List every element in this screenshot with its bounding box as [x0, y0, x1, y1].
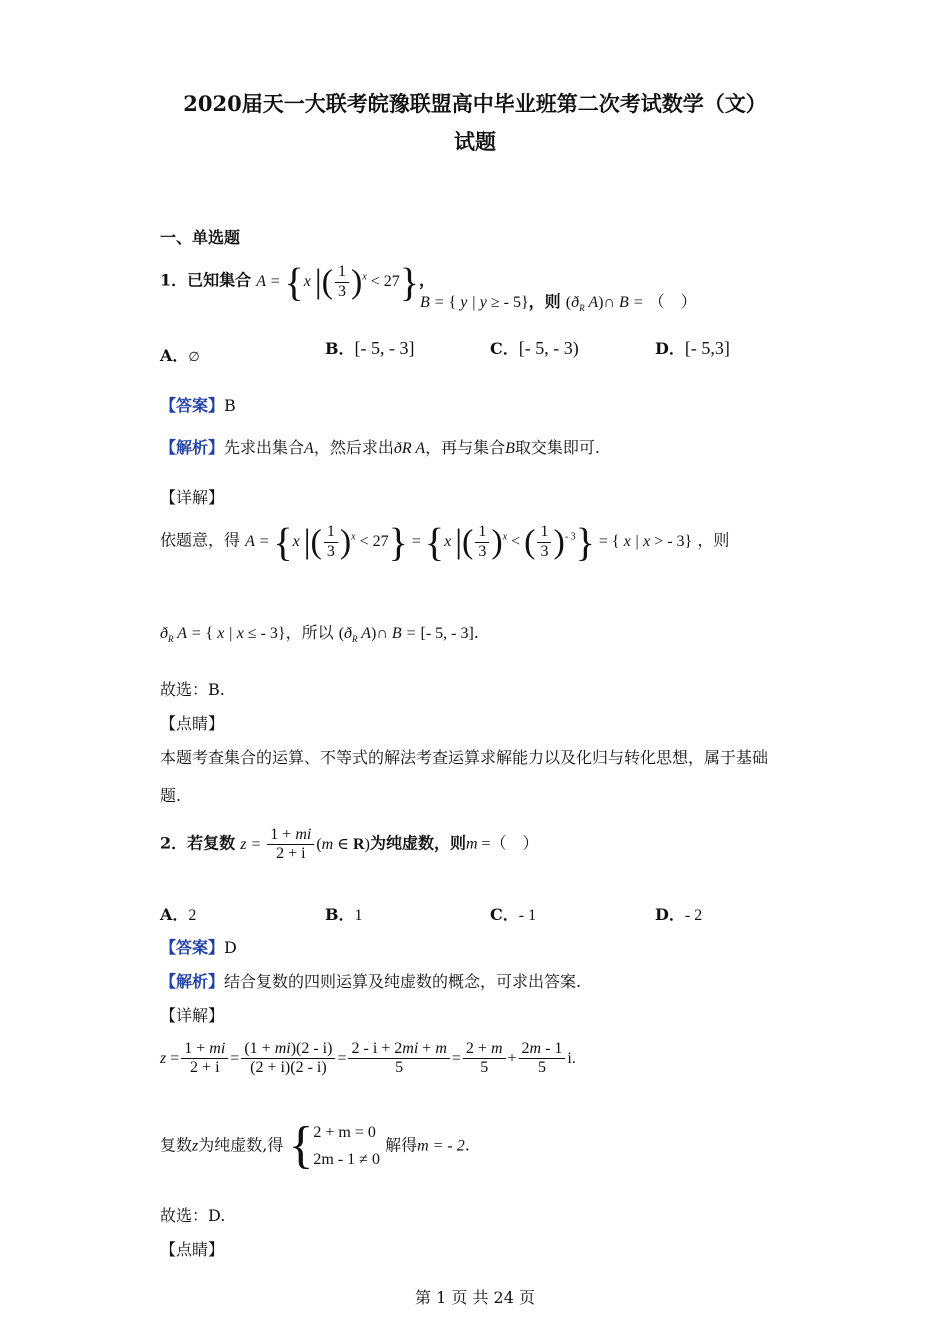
q1-step1: 依题意，得 A = {x |( $\frac{1}{3}$ )$^x$ < 27} = {x |( $\frac{1}{3}$ )$^x$ < ( $\frac{1}{3}$ )$^{- 3}$} = { x | x > - 3} ，则	[160, 519, 730, 564]
q1-detail-tag: 【详解】	[160, 488, 225, 507]
q1-option-b: B．[- 5, - 3]	[325, 338, 415, 358]
q2-option-d: D．- 2	[655, 905, 703, 924]
q2-option-b: B．1	[325, 905, 363, 924]
q2-calc: z = $\frac{1 + mi}{2 + i}$ = $\frac{(1 + mi)(2 - i)}{(2 + i)(2 - i)}$ = $\frac{2 - i + 2mi + m}{5}$ = $\frac{2 + m}{5}$ + $\frac{2m - 1}{5}$ i.	[160, 1040, 576, 1077]
q2-choose: 故选：D.	[160, 1206, 226, 1225]
q2-detail-tag: 【详解】	[160, 1006, 225, 1025]
q2-answer: 【答案】D	[160, 938, 237, 957]
q1-set-b: B = { y | y ≥ - 5}，则 ($ð_R$ A)∩ B = （ ）	[420, 292, 697, 314]
q1-analysis: 【解析】先求出集合A，然后求出ðR A，再与集合B取交集即可.	[160, 438, 600, 457]
doc-title-line2: 试题	[454, 129, 496, 154]
q1-stem-text: 已知集合	[187, 270, 252, 290]
q1-paren: （ ）	[648, 292, 697, 311]
q1-comment-line1: 本题考查集合的运算、不等式的解法考查运算求解能力以及化归与转化思想，属于基础	[160, 748, 769, 767]
q2-analysis: 【解析】结合复数的四则运算及纯虚数的概念，可求出答案.	[160, 972, 582, 991]
q1-set-a: A = {x |( $\frac{1}{3}$ )$^x$ < 27}	[256, 259, 419, 304]
q1-step2: $ð_R$ A = { x | x ≤ - 3}，所以 ($ð_R$ A)∩ B = [- 5, - 3].	[160, 623, 479, 645]
q2-option-c: C．- 1	[490, 905, 537, 924]
q1-stem	[160, 259, 436, 304]
q1-choose: 故选：B.	[160, 680, 225, 699]
doc-title-line1: 2020届天一大联考皖豫联盟高中毕业班第二次考试数学（文）	[183, 91, 767, 116]
q1-number: 1．	[160, 270, 188, 290]
section-heading: 一、单选题	[160, 228, 241, 247]
q2-stem: 2．若复数 z = $\frac{1 + mi}{2 + i}$ (m ∈ R)为纯虚数，则m =（ ）	[160, 826, 539, 863]
q1-comma: ，	[419, 270, 436, 290]
q1-comment-line2: 题.	[160, 786, 182, 805]
q2-option-a: A．2	[160, 905, 197, 924]
q2-condition: 复数z为纯虚数,得 { 2 + m = 0 2m - 1 ≠ 0 解得m = - 2.	[160, 1117, 470, 1174]
q1-comment-tag: 【点睛】	[160, 714, 225, 733]
q1-option-c: C．[- 5, - 3)	[490, 338, 579, 358]
page-footer: 第 1 页 共 24 页	[415, 1288, 535, 1307]
q1-then: ，则	[528, 292, 561, 311]
q1-answer: 【答案】B	[160, 396, 236, 415]
q2-comment-tag: 【点睛】	[160, 1240, 225, 1259]
q1-option-d: D．[- 5,3]	[655, 338, 730, 358]
q1-option-a: A．∅	[160, 346, 200, 365]
